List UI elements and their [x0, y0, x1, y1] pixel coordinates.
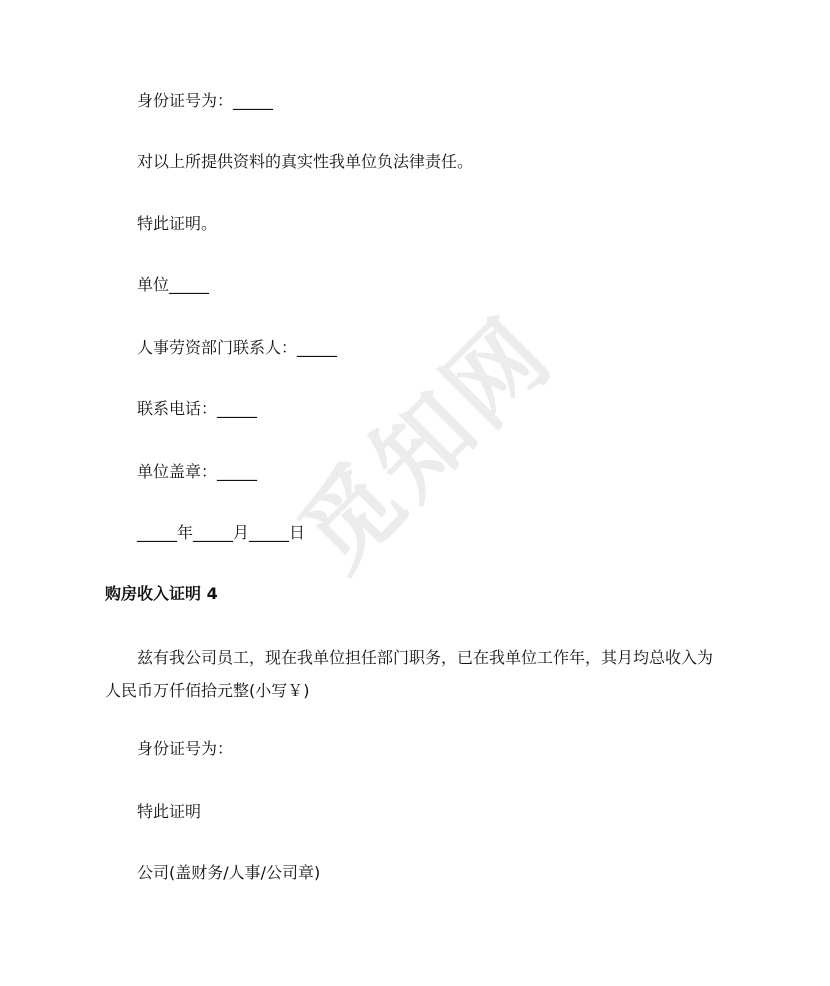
id-number-line: 身份证号为：_____: [137, 91, 274, 110]
phone-line: 联系电话：_____: [137, 399, 258, 418]
hr-contact-line: 人事劳资部门联系人：_____: [137, 338, 338, 357]
company-seal-line: 公司(盖财务/人事/公司章): [137, 863, 321, 882]
income-paragraph: 兹有我公司员工，现在我单位担任部门职务，已在我单位工作年，其月均总收入为人民币万仟佰拾元整(小写￥): [105, 648, 714, 700]
id-number-line-2: 身份证号为：: [137, 739, 234, 758]
certify-line-2: 特此证明: [137, 802, 202, 821]
date-line: _____年_____月_____日: [137, 523, 306, 542]
watermark: 觅知网: [278, 296, 575, 592]
section-heading: 购房收入证明 4: [105, 584, 218, 603]
unit-seal-line: 单位盖章：_____: [137, 462, 258, 481]
certify-line: 特此证明。: [137, 214, 218, 233]
liability-statement: 对以上所提供资料的真实性我单位负法律责任。: [137, 152, 474, 171]
unit-line: 单位_____: [137, 275, 210, 294]
